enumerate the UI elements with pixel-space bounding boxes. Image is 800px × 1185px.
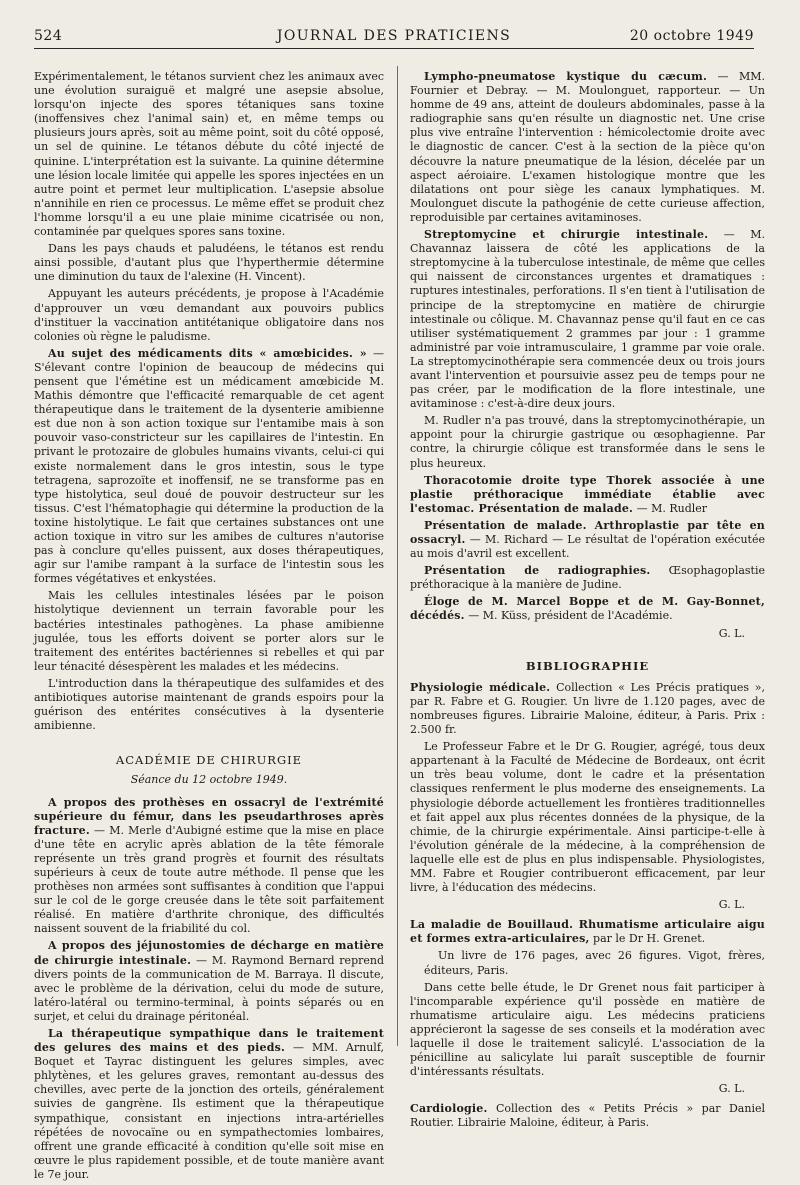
lympho-text: — MM. Fournier et Debray. — M. Moulonguet, rapporteur. — Un homme de 49 ans, atteint de douleurs abdominales, passe à la radiographie sans qu'en résulte un diagnostic net. Une crise plus vive entraîne l'intervention : hémicolectomie droite avec le diagnostic de cancer. C'est à la section de la pièce qu'on découvre la nature pneumatique de la lésion, décelée par un aspect aéroiaire. L'examen histologique montre que les dilatations ont pour siège les canaux lymphatiques. M. Moulonguet discute la pathogénie de cette curieuse affection, reproduisible par certaines avitaminoses. bbox=[410, 70, 765, 224]
amoebicides-paragraph-3: L'introduction dans la thérapeutique des sulfamides et des antibiotiques autorise maintenant de grands espoirs pour la guérison des entérites consécutives à la dysenterie amibienne. bbox=[34, 676, 384, 733]
section-title-bibliographie: BIBLIOGRAPHIE bbox=[525, 658, 650, 673]
protheses-title: A propos des prothèses en ossacryl de l'extrémité supérieure du fémur, dans les pseudarthroses après fracture. bbox=[34, 795, 384, 837]
eloge-paragraph bbox=[410, 595, 765, 623]
journal-title: JOURNAL DES PRATICIENS bbox=[276, 28, 512, 44]
lympho-title: Lympho-pneumatose kystique du cæcum. bbox=[424, 70, 708, 83]
radiographies-text: Œsophagoplastie préthoracique à la manière de Judine. bbox=[410, 564, 765, 592]
bouillaud-title: La maladie de Bouillaud. Rhumatisme articulaire aigu et formes extra-articulaires, bbox=[410, 918, 765, 946]
right-column bbox=[410, 70, 765, 1134]
arthroplastie-text: — M. Richard — Le résultat de l'opération exécutée au mois d'avril est excellent. bbox=[410, 533, 765, 561]
signature-1: G. L. bbox=[718, 626, 745, 640]
jejunostomies-title: A propos des jéjunostomies de décharge en matière de chirurgie intestinale. bbox=[34, 939, 384, 967]
cardiologie-title: Cardiologie. bbox=[410, 1102, 488, 1116]
gelures-text: — MM. Arnulf, Boquet et Tayrac distinguent les gelures simples, avec phlytènes, et les gelures graves, remontant au-dessus des chevilles, avec perte de la jonction des orteils, généralement suivies de gangrène. Ils estiment que la thérapeutique sympathique, consistant en injections intra-artérielles répétées de novocaïne ou en sympathectomies lombaires, offrent une grande efficacité à condition qu'elle soit mise en œuvre le plus rapidement possible, et de toute manière avant le 7e jour. bbox=[34, 1041, 384, 1181]
tetanos-paragraph-3: Appuyant les auteurs précédents, je propose à l'Académie d'approuver un vœu demandant aux pouvoirs publics d'instituer la vaccination antitétanique obligatoire dans nos colonies où règne le paludisme. bbox=[34, 287, 384, 343]
issue-date: 20 octobre 1949 bbox=[629, 28, 754, 44]
bouillaud-author: par le Dr H. Grenet. bbox=[593, 932, 706, 946]
eloge-text: — M. Küss, président de l'Académie. bbox=[468, 609, 673, 623]
cardiologie-entry bbox=[410, 1102, 765, 1130]
physiologie-title: Physiologie médicale. bbox=[410, 680, 551, 694]
lympho-paragraph bbox=[410, 70, 765, 225]
thoracotomie-text: — M. Rudler bbox=[636, 501, 708, 515]
bouillaud-entry bbox=[410, 918, 765, 946]
amoebicides-paragraph-2: Mais les cellules intestinales lésées par le poison histolytique deviennent un terrain favorable pour les bactéries intestinales pathogènes. La phase amibienne jugulée, tous les efforts doivent se porter alors sur le traitement des entérites bactériennes si rebelles et qui par leur ténacité désespèrent les malades et les médecins. bbox=[34, 589, 384, 673]
physiologie-review: Le Professeur Fabre et le Dr G. Rougier, agrégé, tous deux appartenant à la Faculté de Médecine de Bordeaux, ont écrit un très beau volume, dont le cadre et la présentation classiques renferment le plus moderne des enseignements. La physiologie déborde actuellement les frontières traditionnelles et fait appel aux plus récentes données de la physique, de la chimie, de la chirurgie expérimentale. Ainsi participe-t-elle à l'évolution générale de la médecine, à la compréhension de laquelle elle est de plus en plus indispensable. Physiologistes, MM. Fabre et Rougier contribueront efficacement, par leur livre, à l'éducation des médecins. bbox=[410, 740, 765, 895]
physiologie-entry bbox=[410, 681, 765, 737]
bouillaud-details: Un livre de 176 pages, avec 26 figures. Vigot, frères, éditeurs, Paris. bbox=[424, 949, 765, 977]
thoracotomie-title: Thoracotomie droite type Thorek associée à une plastie préthoracique immédiate établie avec l'estomac. Présentation de malade. bbox=[410, 473, 765, 515]
amoebicides-paragraph bbox=[34, 347, 384, 587]
protheses-text: — M. Merle d'Aubigné estime que la mise en place d'une tête en acrylic après ablation de la tête fémorale représente un très grand progrès et fournit des résultats supérieurs à ceux de toute autre méthode. Il pense que les prothèses non armées sont suffisantes à condition que l'appui sur le col de le gorge creusée dans le tête soit parfaitement réalisé. En matière d'arthrite chronique, des difficultés naissent souvent de la friabilité du col. bbox=[34, 823, 385, 936]
jejunostomies-paragraph bbox=[34, 939, 384, 1024]
bouillaud-review: Dans cette belle étude, le Dr Grenet nous fait participer à l'incomparable expérience qu'il possède en matière de rhumatisme articulaire aigu. Les médecins praticiens apprécieront la sagesse de ses conseils et la modération avec laquelle il dose le traitement salicylé. L'association de la pénicilline au salicylate lui paraît susceptible de fournir d'intéressants résultats. bbox=[410, 980, 765, 1079]
amoebicides-text: — S'élevant contre l'opinion de beaucoup de médecins qui pensent que l'émétine est un médicament amœbicide M. Mathis démontre que l'efficacité remarquable de cet agent thérapeutique dans le traitement de la dysenterie amibienne est due non à son action toxique sur l'entamibe mais à son pouvoir vaso-constricteur sur les capillaires de l'intestin. En privant le protozaire de globules humains vivants, celui-ci qui existe normalement dans le gros intestin, sous le type tetragena, saprozoïte et inoffensif, ne se transforme pas en type histolytica, seul doué de pouvoir destructeur sur les tissus. C'est l'hématophagie qui détermine la production de la toxine histolytique. Le fait que certaines substances ont une action toxique in vitro sur les amibes de cultures n'autorise pas à conclure qu'elles puissent, aux doses thérapeutiques, agir sur l'amibe rampant à la surface de l'intestin sous les formes végétatives et enkystées. bbox=[34, 346, 385, 586]
column-divider bbox=[397, 66, 398, 1046]
physiologie-details: Collection « Les Précis pratiques », par R. Fabre et G. Rougier. Un livre de 1.120 pages, avec de nombreuses figures. Librairie Maloine, éditeur, à Paris. Prix : 2.500 fr. bbox=[410, 680, 765, 737]
gelures-title: La thérapeutique sympathique dans le traitement des gelures des mains et des pieds. bbox=[34, 1027, 384, 1055]
streptomycine-title: Streptomycine et chirurgie intestinale. bbox=[424, 228, 709, 242]
radiographies-title: Présentation de radiographies. bbox=[424, 564, 651, 578]
protheses-paragraph bbox=[34, 796, 384, 937]
signature-2: G. L. bbox=[718, 898, 745, 912]
streptomycine-text: — M. Chavannaz laissera de côté les applications de la streptomycine à la tuberculose intestinale, de même que celles qui naissent de circonstances urgentes et dramatiques : ruptures intestinales, perforations. Il s'en tient à l'utilisation de principe de la streptomycine en matière de chirurgie intestinale ou côlique. M. Chavannaz pense qu'il faut en ce cas utiliser systématiquement 2 grammes par jour : 1 gramme administré par voie intramusculaire, 1 gramme par voie orale. La streptomycinothérapie sera commencée deux ou trois jours avant l'intervention et poursuivie assez peu de temps pour ne pas créer, par le modification de la flore intestinale, une avitaminose : c'est-à-dire deux jours. bbox=[410, 228, 765, 411]
left-column bbox=[34, 70, 384, 1185]
page-number: 524 bbox=[34, 28, 63, 44]
arthroplastie-title: Présentation de malade. Arthroplastie par tête en ossacryl. bbox=[410, 518, 765, 546]
section-title-chirurgie: ACADÉMIE DE CHIRURGIE bbox=[115, 753, 303, 768]
gelures-paragraph bbox=[34, 1027, 384, 1182]
jejunostomies-text: — M. Raymond Bernard reprend divers points de la communication de M. Barraya. Il discute, avec le problème de la dérivation, celui du mode de suture, latéro-latéral ou termino-terminal, à points séparés ou en surjet, et celui du drainage péritonéal. bbox=[34, 953, 385, 1023]
tetanos-paragraph-2: Dans les pays chauds et paludéens, le tétanos est rendu ainsi possible, d'autant plus que l'hyperthermie détermine une diminution du taux de l'alexine (H. Vincent). bbox=[34, 242, 384, 284]
eloge-title: Éloge de M. Marcel Boppe et de M. Gay-Bonnet, décédés. bbox=[410, 595, 765, 623]
streptomycine-paragraph bbox=[410, 228, 765, 411]
amoebicides-title: Au sujet des médicaments dits « amœbicides. » bbox=[48, 346, 367, 360]
page-header bbox=[34, 24, 754, 49]
rudler-paragraph: M. Rudler n'a pas trouvé, dans la streptomycinothérapie, un appoint pour la chirurgie gastrique ou œsophagienne. Par contre, la chirurgie côlique est transformée dans le sens le plus heureux. bbox=[410, 414, 765, 470]
arthroplastie-paragraph bbox=[410, 519, 765, 561]
seance-date: Séance du 12 octobre 1949. bbox=[130, 773, 288, 787]
tetanos-paragraph-1: Expérimentalement, le tétanos survient chez les animaux avec une évolution suraiguë et malgré une asepsie absolue, lorsqu'on injecte des spores tétaniques sans toxine (inoffensives chez l'animal sain) et, en même temps ou plusieurs jours après, soit au même point, soit du côté opposé, un sel de quinine. Le tétanos débute du côté injecté de quinine. L'interprétation est la suivante. La quinine détermine une lésion locale limitée qui appelle les spores injectées en un autre point et permet leur multiplication. L'asepsie absolue n'annihile en rien ce processus. Le même effet se produit chez l'homme lorsqu'il a eu une plaie minime cicatrisée ou non, contaminée par quelques spores sans toxine. bbox=[34, 70, 384, 239]
cardiologie-details: Collection des « Petits Précis » par Daniel Routier. Librairie Maloine, éditeur, à Paris. bbox=[410, 1102, 765, 1130]
signature-3: G. L. bbox=[718, 1082, 745, 1096]
thoracotomie-paragraph bbox=[410, 474, 765, 516]
radiographies-paragraph bbox=[410, 564, 765, 592]
